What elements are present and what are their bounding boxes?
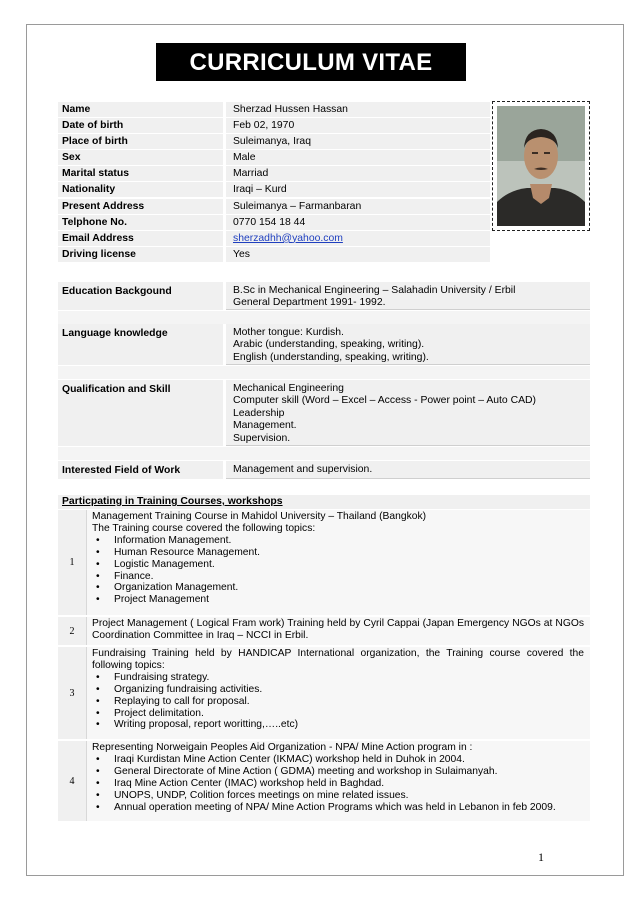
bullet-item: • Project delimitation. bbox=[92, 708, 584, 720]
training-row-body bbox=[87, 647, 590, 739]
training-title: Particpating in Training Courses, workshops bbox=[58, 495, 590, 509]
info-row-name bbox=[58, 102, 490, 117]
training-text: Representing Norweigain Peoples Aid Organization - NPA/ Mine Action program in : bbox=[92, 742, 473, 753]
page-number: 1 bbox=[538, 850, 544, 864]
info-value: Feb 02, 1970 bbox=[226, 118, 490, 133]
qualification-line: Leadership bbox=[233, 407, 285, 419]
profile-photo bbox=[497, 106, 585, 226]
info-row-dob bbox=[58, 118, 490, 133]
info-label: Place of birth bbox=[58, 134, 223, 149]
bullet-item: • UNOPS, UNDP, Colition forces meetings on mine related issues. bbox=[92, 790, 584, 802]
bullet-item: • Fundraising strategy. bbox=[92, 672, 584, 684]
bullet-item: • Finance. bbox=[92, 571, 584, 583]
personal-info-table bbox=[58, 102, 490, 263]
info-row-nationality bbox=[58, 182, 490, 197]
training-bullets bbox=[92, 535, 584, 606]
education-section bbox=[58, 282, 590, 310]
training-text: Management Training Course in Mahidol University – Thailand (Bangkok) bbox=[92, 511, 427, 522]
section-spacer bbox=[58, 447, 590, 460]
info-row-marital bbox=[58, 166, 490, 181]
language-section bbox=[58, 324, 590, 365]
interest-section bbox=[58, 461, 590, 479]
qualification-line: Computer skill (Word – Excel – Access - Power point – Auto CAD) bbox=[233, 395, 536, 407]
training-row-number: 3 bbox=[58, 647, 87, 739]
language-label: Language knowledge bbox=[58, 324, 223, 365]
bullet-item: • Writing proposal, report woritting,…..etc) bbox=[92, 719, 584, 731]
info-label: Email Address bbox=[58, 231, 223, 246]
training-row bbox=[58, 741, 590, 821]
qualification-line: Supervision. bbox=[233, 432, 291, 444]
training-bullets bbox=[92, 672, 584, 732]
info-value: Yes bbox=[226, 247, 490, 262]
info-value: Suleimanya – Farmanbaran bbox=[226, 199, 490, 214]
qualification-section bbox=[58, 380, 590, 446]
info-value: Iraqi – Kurd bbox=[226, 182, 490, 197]
info-label: Telphone No. bbox=[58, 215, 223, 230]
cv-title: CURRICULUM VITAE bbox=[156, 43, 466, 81]
bullet-item: • Organization Management. bbox=[92, 582, 584, 594]
section-spacer bbox=[58, 366, 590, 379]
bullet-item: • Replaying to call for proposal. bbox=[92, 696, 584, 708]
info-row-address bbox=[58, 199, 490, 214]
training-row-body bbox=[87, 741, 590, 821]
language-line: English (understanding, speaking, writing). bbox=[233, 351, 429, 363]
language-line: Arabic (understanding, speaking, writing). bbox=[233, 339, 425, 351]
profile-photo-frame bbox=[492, 101, 590, 231]
info-row-pob bbox=[58, 134, 490, 149]
info-label: Sex bbox=[58, 150, 223, 165]
info-value: Sherzad Hussen Hassan bbox=[226, 102, 490, 117]
bullet-item: • Human Resource Management. bbox=[92, 547, 584, 559]
education-value bbox=[226, 282, 590, 310]
interest-value bbox=[226, 461, 590, 479]
info-row-license bbox=[58, 247, 490, 262]
training-row bbox=[58, 617, 590, 645]
bullet-item: • Annual operation meeting of NPA/ Mine Action Programs which was held in Lebanon in feb 2009. bbox=[92, 802, 584, 814]
training-row bbox=[58, 647, 590, 739]
qualification-line: Management. bbox=[233, 420, 297, 432]
section-spacer bbox=[58, 311, 590, 324]
info-label: Marital status bbox=[58, 166, 223, 181]
training-row-number: 4 bbox=[58, 741, 87, 821]
education-line: B.Sc in Mechanical Engineering – Salahadin University / Erbil bbox=[233, 285, 516, 296]
info-label: Driving license bbox=[58, 247, 223, 262]
info-row-sex bbox=[58, 150, 490, 165]
interest-line: Management and supervision. bbox=[233, 464, 373, 475]
bullet-item: • Iraqi Kurdistan Mine Action Center (IKMAC) workshop held in Duhok in 2004. bbox=[92, 754, 584, 766]
bullet-item: • Information Management. bbox=[92, 535, 584, 547]
bullet-item: • Project Management bbox=[92, 594, 584, 606]
email-link[interactable]: sherzadhh@yahoo.com bbox=[226, 231, 490, 246]
info-label: Present Address bbox=[58, 199, 223, 214]
language-value bbox=[226, 324, 590, 365]
education-line: General Department 1991- 1992. bbox=[233, 297, 386, 309]
training-text: Project Management ( Logical Fram work) Training held by Cyril Cappai (Japan Emergency NGOs at NGOs Coordination Committee in Iraq – NCCI in Erbil. bbox=[92, 618, 584, 641]
info-value: Male bbox=[226, 150, 490, 165]
info-value: 0770 154 18 44 bbox=[226, 215, 490, 230]
training-row bbox=[58, 510, 590, 615]
info-label: Nationality bbox=[58, 182, 223, 197]
info-value: Suleimanya, Iraq bbox=[226, 134, 490, 149]
interest-label: Interested Field of Work bbox=[58, 461, 223, 479]
bullet-item: • Organizing fundraising activities. bbox=[92, 684, 584, 696]
bullet-item: • Logistic Management. bbox=[92, 559, 584, 571]
training-row-body bbox=[87, 617, 590, 645]
training-text: The Training course covered the following topics: bbox=[92, 522, 316, 534]
info-value: Marriad bbox=[226, 166, 490, 181]
bullet-item: • Iraq Mine Action Center (IMAC) workshop held in Baghdad. bbox=[92, 778, 584, 790]
training-row-number: 1 bbox=[58, 510, 87, 615]
training-text: Fundraising Training held by HANDICAP International organization, the Training course covered the following topics: bbox=[92, 648, 584, 671]
info-row-phone bbox=[58, 215, 490, 230]
qualification-line: Mechanical Engineering bbox=[233, 383, 344, 394]
qualification-label: Qualification and Skill bbox=[58, 380, 223, 446]
info-label: Name bbox=[58, 102, 223, 117]
education-label: Education Backgound bbox=[58, 282, 223, 310]
language-line: Mother tongue: Kurdish. bbox=[233, 327, 344, 338]
qualification-value bbox=[226, 380, 590, 446]
training-bullets bbox=[92, 754, 584, 814]
bullet-item: • General Directorate of Mine Action ( GDMA) meeting and workshop in Sulaimanyah. bbox=[92, 766, 584, 778]
info-label: Date of birth bbox=[58, 118, 223, 133]
training-row-number: 2 bbox=[58, 617, 87, 645]
training-row-body bbox=[87, 510, 590, 615]
info-row-email bbox=[58, 231, 490, 246]
